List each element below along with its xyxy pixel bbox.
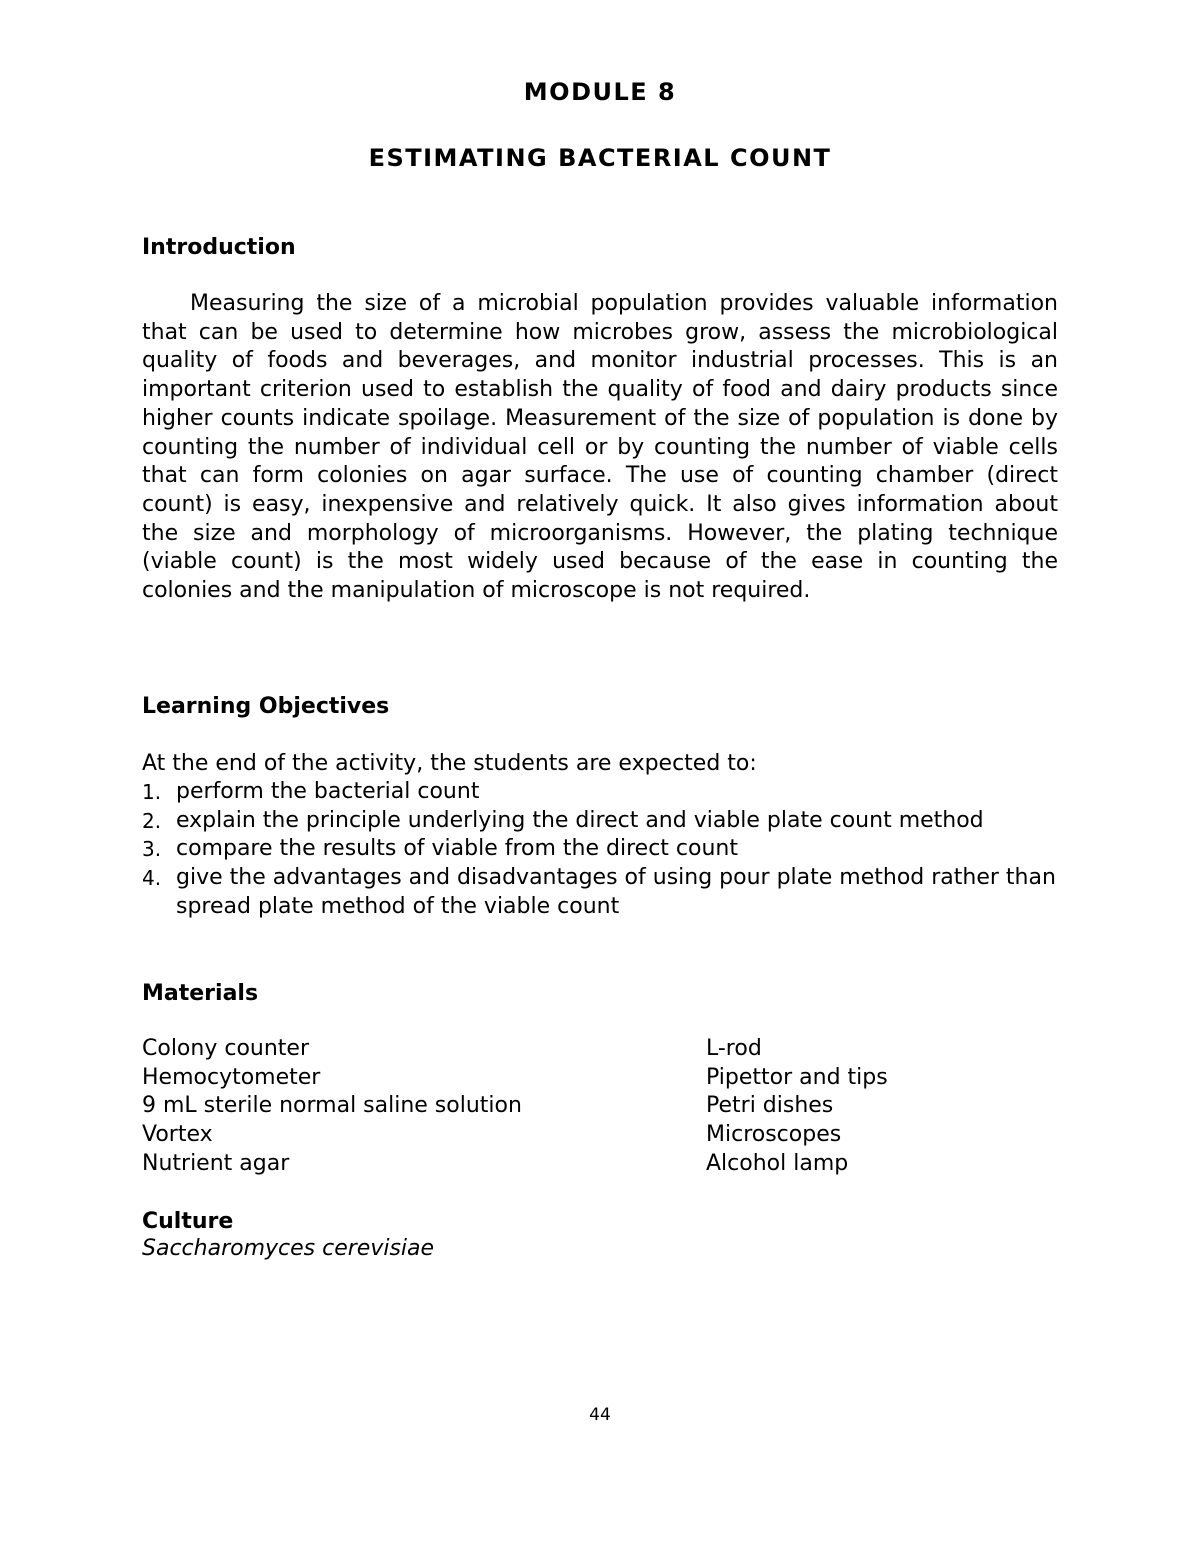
objective-item (142, 807, 1062, 836)
objective-item (142, 864, 1062, 921)
objective-text: perform the bacterial count (176, 779, 480, 804)
material-item: Vortex (142, 1122, 213, 1148)
objective-item (142, 778, 1062, 807)
material-item: 9 mL sterile normal saline solution (142, 1093, 522, 1119)
introduction-heading: Introduction (142, 235, 296, 260)
culture-heading: Culture (142, 1209, 234, 1234)
materials-list-left (142, 1035, 522, 1179)
materials-heading: Materials (142, 981, 259, 1006)
objectives-lead-text: At the end of the activity, the students are expected to: (142, 751, 757, 776)
material-item: Alcohol lamp (706, 1150, 849, 1176)
material-item: Microscopes (706, 1122, 842, 1148)
page-number: 44 (589, 1405, 611, 1425)
culture-organism: Saccharomyces cerevisiae (142, 1236, 435, 1261)
objective-item (142, 835, 1062, 864)
introduction-paragraph: Measuring the size of a microbial population provides valuable information that can be used to determine how microbes grow, assess the microbiological quality of foods and beverages, and monitor industrial processes. This is an important criterion used to establish the quality of food and dairy products since higher counts indicate spoilage. Measurement of the size of population is done by counting the number of individual cell or by counting the number of viable cells that can form colonies on agar surface. The use of counting chamber (direct count) is easy, inexpensive and relatively quick. It also gives information about the size and morphology of microorganisms. However, the plating technique (viable count) is the most widely used because of the ease in counting the colonies and the manipulation of microscope is not required. (142, 291, 1058, 604)
objective-number: 1. (142, 780, 162, 804)
objective-number: 4. (142, 866, 162, 891)
material-item: Hemocytometer (142, 1064, 321, 1090)
material-item: Nutrient agar (142, 1150, 290, 1176)
page-title: ESTIMATING BACTERIAL COUNT (368, 144, 832, 172)
objective-text: explain the principle underlying the direct and viable plate count method (176, 807, 984, 833)
material-item: Pipettor and tips (706, 1064, 888, 1090)
module-label: MODULE 8 (523, 78, 677, 106)
materials-list-right (706, 1035, 888, 1179)
learning-objectives-heading: Learning Objectives (142, 694, 390, 719)
objective-number: 3. (142, 837, 162, 862)
objectives-list (142, 778, 1062, 922)
material-item: Colony counter (142, 1036, 309, 1061)
objective-number: 2. (142, 808, 162, 833)
objective-text: compare the results of viable from the direct count (176, 836, 738, 862)
objective-text: give the advantages and disadvantages of using pour plate method rather than spread plate method of the viable count (176, 865, 1056, 919)
material-item: Petri dishes (706, 1093, 834, 1119)
material-item: L-rod (706, 1036, 762, 1061)
